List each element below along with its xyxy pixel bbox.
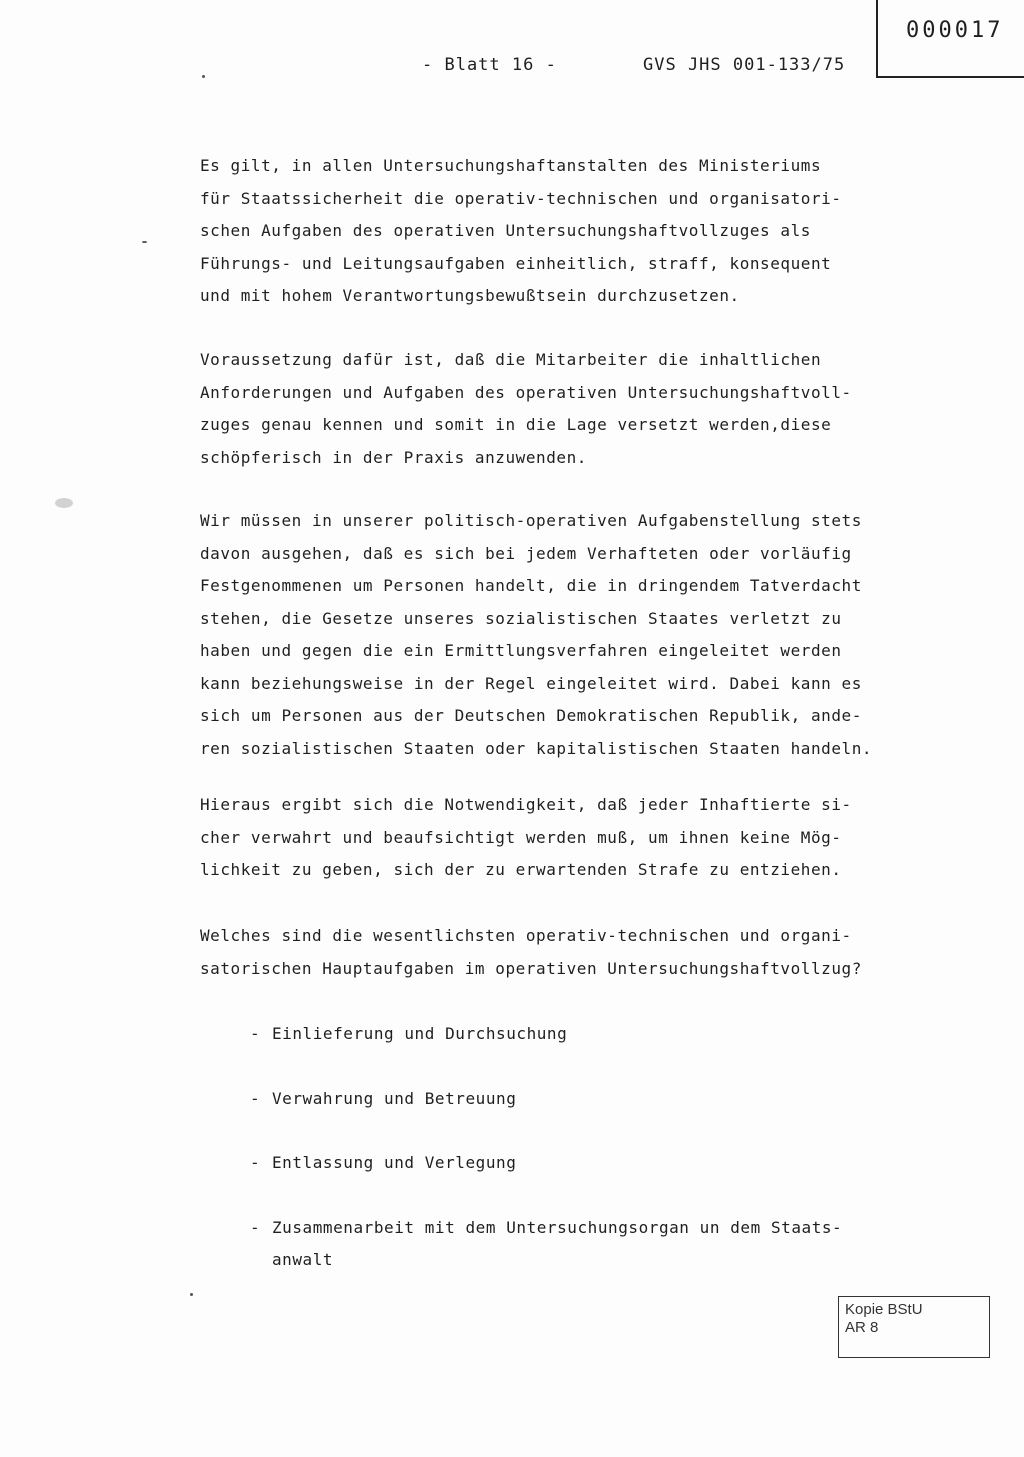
paragraph-2: Voraussetzung dafür ist, daß die Mitarbeiter die inhaltlichen Anforderungen und Aufgaben des operativen Untersuchungshaftvoll- zuges genau kennen und somit in die Lage versetzt werden,diese schöpferisch in der Praxis anzuwenden. [200,350,852,467]
scan-speck [55,498,73,508]
list-dash: - [250,1217,261,1237]
list-dash: - [250,1088,261,1108]
scan-speck [202,75,205,78]
list-item-text: Zusammenarbeit mit dem Untersuchungsorgan un dem Staats- anwalt [272,1217,843,1269]
list-item-text: Entlassung und Verlegung [272,1153,517,1172]
paragraph-1: Es gilt, in allen Untersuchungshaftanstalten des Ministeriums für Staatssicherheit die operativ-technischen und organisatori- schen Aufgaben des operativen Untersuchungshaftvollzuges als Führungs- und Leitungsaufgaben einheitlich, straff, konsequent und mit hohem Verantwortungsbewußtsein durchzusetzen. [200,156,842,305]
list-item [250,1018,568,1083]
page-number-header: - Blatt 16 - [422,55,557,75]
document-reference: GVS JHS 001-133/75 [643,55,846,75]
list-item [250,1212,843,1277]
stamp-line-2: AR 8 [845,1319,879,1336]
paragraph-5: Welches sind die wesentlichsten operativ-technischen und organi- satorischen Hauptaufgaben im operativen Untersuchungshaftvollzug? [200,926,862,978]
list-item-text: Einlieferung und Durchsuchung [272,1024,568,1043]
stamp-line-1: Kopie BStU [845,1301,923,1318]
scan-speck [190,1293,193,1296]
archive-number: 000017 [906,18,1004,43]
bstu-copy-stamp [838,1296,990,1358]
list-dash: - [250,1024,261,1043]
paragraph-3: Wir müssen in unserer politisch-operativen Aufgabenstellung stets davon ausgehen, daß es sich bei jedem Verhafteten oder vorläufig Festgenommenen um Personen handelt, die in dringendem Tatverdacht stehen, die Gesetze unseres sozialistischen Staates verletzt zu haben und gegen die ein Ermittlungsverfahren eingeleitet werden kann beziehungsweise in der Regel eingeleitet wird. Dabei kann es sich um Personen aus der Deutschen Demokratischen Republik, ande- ren sozialistischen Staaten oder kapitalistischen Staaten handeln. [200,511,873,758]
list-dash: - [250,1153,261,1172]
list-item [250,1147,517,1212]
scan-speck [142,241,147,243]
list-item-text: Verwahrung und Betreuung [272,1088,517,1108]
list-item [250,1083,517,1148]
paragraph-4: Hieraus ergibt sich die Notwendigkeit, daß jeder Inhaftierte si- cher verwahrt und beaufsichtigt werden muß, um ihnen keine Mög- lichkeit zu geben, sich der zu erwartenden Strafe zu entziehen. [200,795,852,879]
task-list [250,1018,843,1276]
